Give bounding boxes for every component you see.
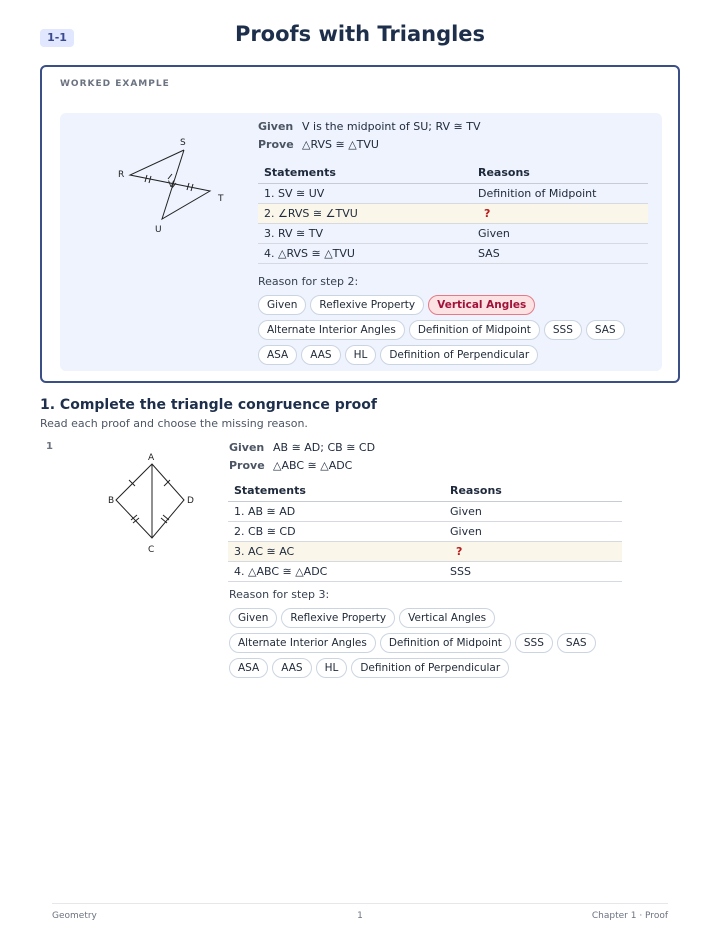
reason-cell: SSS [444, 561, 622, 581]
worked-example-box [40, 65, 680, 383]
missing-reason-mark: ? [456, 544, 463, 558]
statement-cell: 1. AB ≅ AD [228, 501, 444, 521]
header-reasons: Reasons [472, 163, 648, 183]
vertex-label-s: S [180, 138, 186, 148]
vertex-label-b: B [108, 496, 115, 506]
header-reasons: Reasons [444, 481, 622, 501]
option-chip-aas[interactable]: AAS [301, 345, 340, 365]
reason-prompt: Reason for step 3: [229, 588, 330, 601]
proof-table-header [228, 481, 622, 501]
vertex-label-u: U [155, 225, 162, 235]
worked-example-panel [60, 113, 662, 371]
option-chip-aas[interactable]: AAS [272, 658, 311, 678]
statement-cell: 2. ∠RVS ≅ ∠TVU [258, 203, 472, 223]
worked-example-label: WORKED EXAMPLE [60, 79, 170, 89]
table-row [228, 561, 622, 581]
option-chip-definition-of-perpendicular[interactable]: Definition of Perpendicular [351, 658, 509, 678]
option-chip-asa[interactable]: ASA [258, 345, 297, 365]
statement-cell: 4. △ABC ≅ △ADC [228, 561, 444, 581]
problem-number: 1 [46, 441, 53, 452]
reason-cell: Given [444, 521, 622, 541]
statement-cell: 1. SV ≅ UV [258, 183, 472, 203]
vertex-label-r: R [118, 170, 125, 180]
table-row [258, 183, 648, 203]
reason-options [258, 293, 629, 368]
proof-table-header [258, 163, 648, 183]
triangle-figure-rvs-tvu [110, 133, 240, 247]
option-chip-given[interactable]: Given [229, 608, 277, 628]
option-chip-sas[interactable]: SAS [557, 633, 596, 653]
given-text: AB ≅ AD; CB ≅ CD [273, 441, 376, 454]
option-chip-alternate-interior-angles[interactable]: Alternate Interior Angles [229, 633, 376, 653]
reason-cell: Definition of Midpoint [472, 183, 648, 203]
statement-cell: 3. RV ≅ TV [258, 223, 472, 243]
option-chip-asa[interactable]: ASA [229, 658, 268, 678]
statement-cell: 2. CB ≅ CD [228, 521, 444, 541]
prove-label: Prove [229, 459, 265, 472]
reason-cell: SAS [472, 243, 648, 263]
reason-options [229, 606, 600, 681]
option-chip-hl[interactable]: HL [345, 345, 377, 365]
table-row-missing [228, 541, 622, 561]
given-label: Given [229, 441, 265, 454]
option-chip-reflexive-property[interactable]: Reflexive Property [281, 608, 395, 628]
option-chip-reflexive-property[interactable]: Reflexive Property [310, 295, 424, 315]
option-chip-definition-of-midpoint[interactable]: Definition of Midpoint [380, 633, 511, 653]
footer-subject: Geometry [52, 911, 97, 921]
vertex-label-a: A [148, 453, 155, 463]
proof-table [228, 481, 622, 582]
option-chip-definition-of-midpoint[interactable]: Definition of Midpoint [409, 320, 540, 340]
option-chip-given[interactable]: Given [258, 295, 306, 315]
reason-prompt: Reason for step 2: [258, 275, 359, 288]
vertex-label-c: C [148, 545, 155, 555]
reason-cell: Given [472, 223, 648, 243]
prove-label: Prove [258, 138, 294, 151]
missing-reason-mark: ? [484, 206, 491, 220]
table-row [258, 223, 648, 243]
header-statements: Statements [228, 481, 444, 501]
option-chip-alternate-interior-angles[interactable]: Alternate Interior Angles [258, 320, 405, 340]
vertex-label-v: V [168, 180, 175, 190]
vertex-label-d: D [187, 496, 194, 506]
header-statements: Statements [258, 163, 472, 183]
vertex-label-t: T [218, 194, 224, 204]
given-label: Given [258, 120, 294, 133]
section-badge: 1-1 [40, 29, 74, 47]
prove-text: △ABC ≅ △ADC [273, 459, 353, 472]
given-prove-block [229, 439, 375, 475]
table-row-missing [258, 203, 648, 223]
option-chip-sas[interactable]: SAS [586, 320, 625, 340]
proof-table [258, 163, 648, 264]
statement-cell: 4. △RVS ≅ △TVU [258, 243, 472, 263]
option-chip-vertical-angles-selected[interactable]: Vertical Angles [428, 295, 535, 315]
reason-cell: Given [444, 501, 622, 521]
given-text: V is the midpoint of SU; RV ≅ TV [302, 120, 481, 133]
table-row [228, 521, 622, 541]
option-chip-sss[interactable]: SSS [515, 633, 553, 653]
option-chip-sss[interactable]: SSS [544, 320, 582, 340]
kite-figure-abcd [100, 448, 210, 562]
option-chip-hl[interactable]: HL [316, 658, 348, 678]
prove-text: △RVS ≅ △TVU [302, 138, 379, 151]
statement-cell: 3. AC ≅ AC [228, 541, 444, 561]
missing-reason-cell [472, 203, 648, 223]
given-prove-block [258, 118, 481, 154]
table-row [228, 501, 622, 521]
option-chip-vertical-angles[interactable]: Vertical Angles [399, 608, 495, 628]
section-title: 1. Complete the triangle congruence proof [40, 397, 377, 413]
missing-reason-cell [444, 541, 622, 561]
footer-chapter: Chapter 1 · Proof [591, 911, 668, 921]
page-title: Proofs with Triangles [234, 22, 486, 46]
footer-page-number: 1 [357, 911, 363, 921]
footer-divider [52, 903, 668, 904]
table-row [258, 243, 648, 263]
option-chip-definition-of-perpendicular[interactable]: Definition of Perpendicular [380, 345, 538, 365]
section-subtitle: Read each proof and choose the missing reason. [40, 417, 308, 430]
